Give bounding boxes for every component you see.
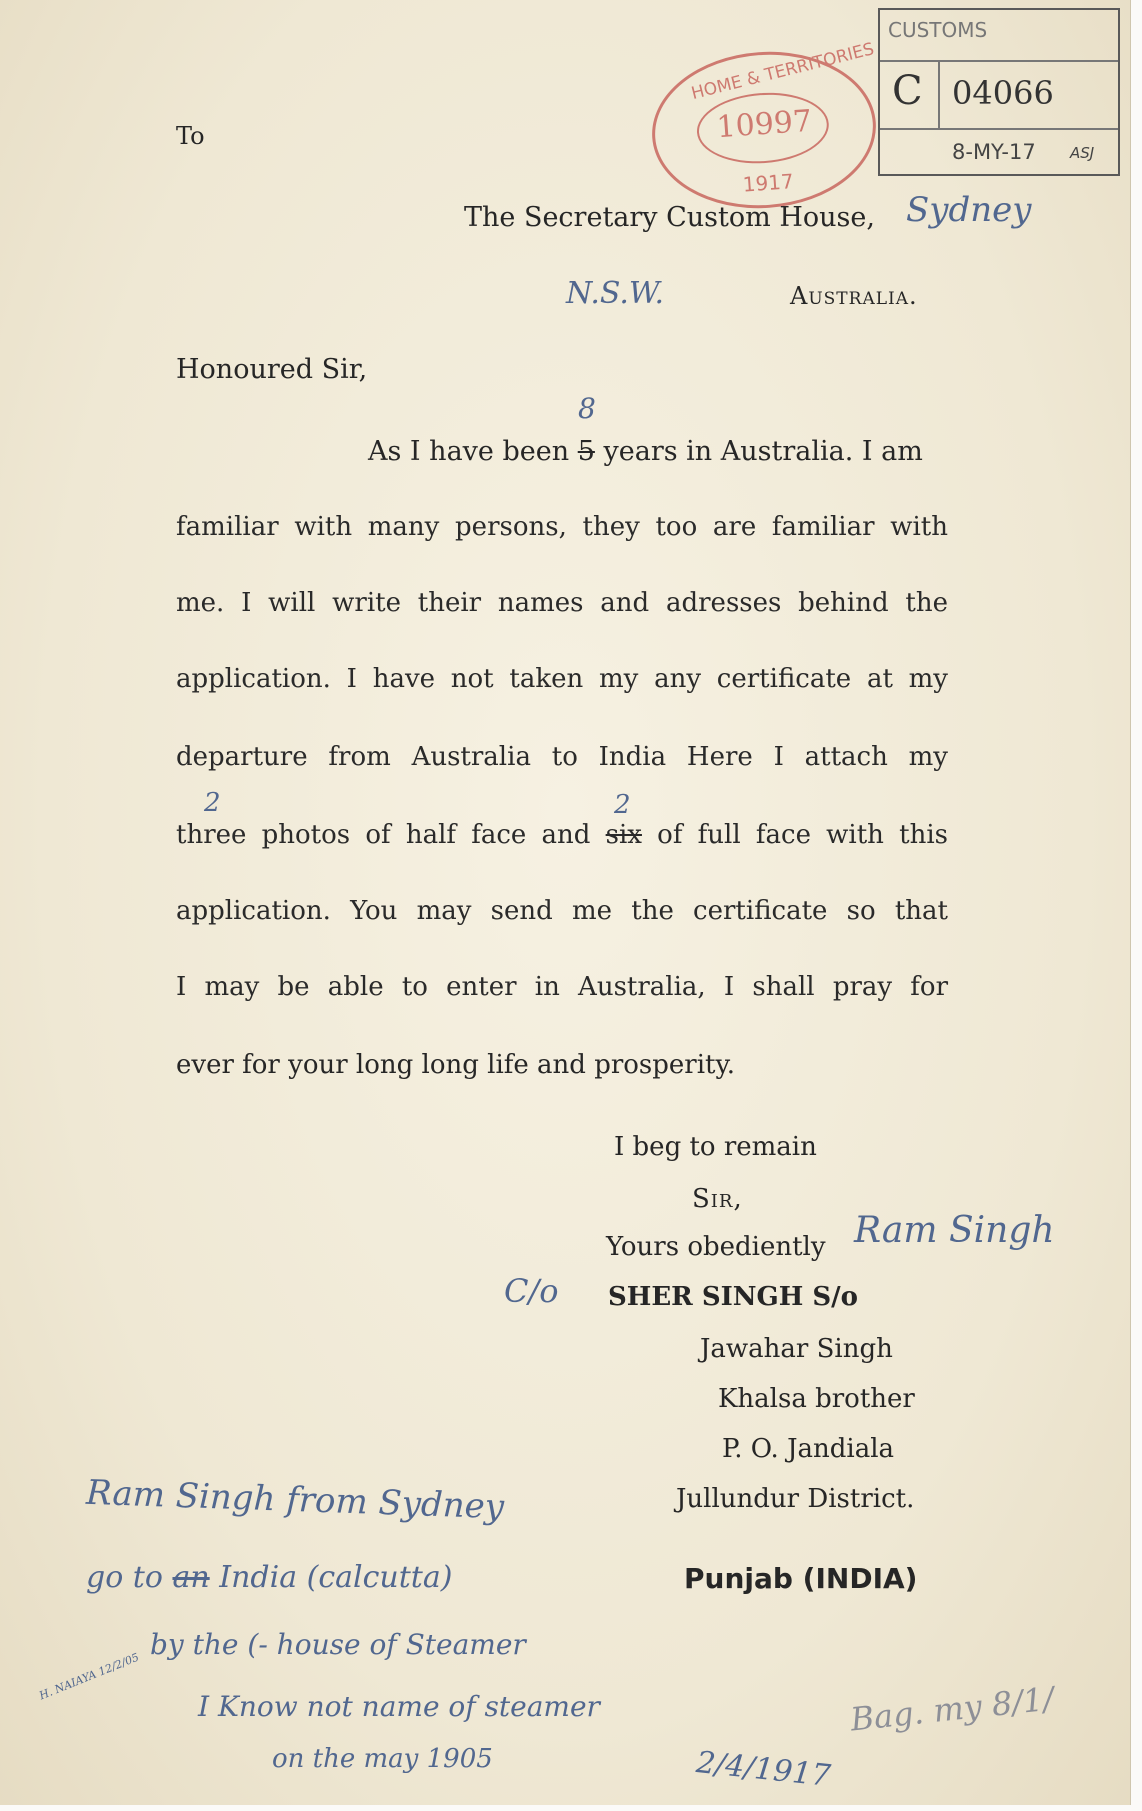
correction-six: 2 [614, 790, 631, 820]
stamp-ring-text: HOME & TERRITORIES [689, 39, 877, 104]
note-house-of-steamer: by the (- house of Steamer [150, 1628, 526, 1661]
district: Jullundur District. [676, 1484, 915, 1514]
note-name-of-steamer: I Know not name of steamer [198, 1690, 600, 1723]
body-line-1-end: years in Australia. I am [603, 436, 923, 467]
body-line-2: familiar with many persons, they too are familiar with [176, 512, 948, 542]
closing-yours: Yours obediently [606, 1232, 826, 1262]
body-line-9: ever for your long long life and prosperity. [176, 1050, 735, 1080]
customs-stamp [878, 8, 1120, 176]
customs-stamp-number: 04066 [952, 74, 1054, 112]
note-struck-word: an [172, 1560, 210, 1595]
body-line-4: application. I have not taken my any certificate at my [176, 664, 948, 694]
care-of: C/o [504, 1272, 559, 1310]
closing-beg: I beg to remain [614, 1132, 817, 1162]
province: Punjab (INDIA) [684, 1562, 918, 1595]
post-office: P. O. Jandiala [722, 1434, 895, 1464]
stamp-number: 10997 [715, 103, 814, 146]
body-line-3: me. I will write their names and adresses behind the [176, 588, 948, 618]
body-line-7: application. You may send me the certificate so that [176, 896, 948, 926]
signature: Ram Singh [854, 1210, 1055, 1251]
note-date: 2/4/1917 [694, 1745, 833, 1794]
note-go-to: go to [86, 1560, 163, 1595]
body-line-6-middle: photos of half face and [261, 820, 591, 850]
salutation: Honoured Sir, [176, 354, 368, 385]
note-india-calcutta: India (calcutta) [219, 1560, 453, 1595]
customs-stamp-letter: C [892, 68, 923, 114]
correction-years: 8 [578, 392, 596, 425]
to-label: To [176, 122, 205, 150]
customs-stamp-header: CUSTOMS [888, 18, 988, 42]
closing-sir: Sir, [692, 1184, 743, 1214]
customs-stamp-initials: ASJ [1070, 144, 1095, 162]
struck-six: six [605, 820, 642, 850]
note-go-to-india [86, 1560, 452, 1595]
struck-years: 5 [577, 436, 595, 467]
grey-pencil-note: Bag. my 8/1/ [848, 1679, 1056, 1739]
sher-singh: SHER SINGH S/o [608, 1282, 858, 1312]
home-territories-stamp [647, 39, 881, 215]
father-name: Jawahar Singh [700, 1334, 893, 1364]
body-line-6-end: of full face with this [657, 820, 949, 850]
khalsa-brother: Khalsa brother [718, 1384, 915, 1414]
margin-note: H. NAIAYA 12/2/05 [37, 1650, 141, 1703]
handwritten-state: N.S.W. [566, 276, 665, 311]
recipient-line: The Secretary Custom House, [464, 202, 875, 233]
body-line-8: I may be able to enter in Australia, I shall pray for [176, 972, 948, 1002]
note-may-1905: on the may 1905 [272, 1744, 493, 1774]
handwritten-city: Sydney [906, 190, 1032, 230]
customs-stamp-date: 8-MY-17 [952, 140, 1036, 164]
stamp-year: 1917 [741, 169, 795, 197]
body-line-6-word-three: three [176, 820, 247, 850]
correction-three: 2 [204, 788, 221, 818]
body-line-6 [176, 820, 948, 850]
country-line: Australia. [790, 282, 918, 310]
note-ram-singh-from-sydney: Ram Singh from Sydney [85, 1472, 505, 1528]
body-line-1 [368, 436, 923, 467]
body-line-5: departure from Australia to India Here I attach my [176, 742, 948, 772]
body-line-1-start: As I have been [368, 436, 570, 467]
